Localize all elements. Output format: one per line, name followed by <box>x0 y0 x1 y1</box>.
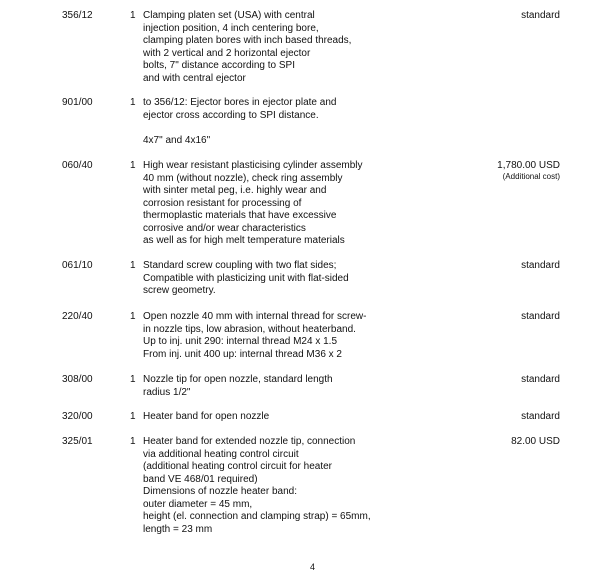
description-spacer <box>143 122 443 135</box>
price-value: standard <box>521 411 560 422</box>
item-description <box>143 97 443 147</box>
item-price <box>521 374 560 385</box>
description-line: 4x7" and 4x16" <box>143 134 211 146</box>
description-line: via additional heating control circuit <box>143 448 299 460</box>
item-price <box>511 436 560 447</box>
price-value: 1,780.00 USD <box>497 160 560 171</box>
item-code: 308/00 <box>62 374 93 385</box>
description-line: Dimensions of nozzle heater band: <box>143 486 297 497</box>
description-line: height (el. connection and clamping strap) = 65mm, <box>143 511 371 522</box>
description-line: Open nozzle 40 mm with internal thread for screw- <box>143 311 367 322</box>
description-line: Up to inj. unit 290: internal thread M24 x 1.5 <box>143 336 338 347</box>
item-code: 325/01 <box>62 436 93 447</box>
description-line: injection position, 4 inch centering bore, <box>143 22 319 34</box>
page-number: 4 <box>310 562 316 572</box>
item-description <box>143 311 443 361</box>
item-price <box>521 10 560 21</box>
description-line: Heater band for extended nozzle tip, connection <box>143 436 356 447</box>
item-price <box>497 160 560 181</box>
item-quantity: 1 <box>130 411 136 422</box>
item-quantity: 1 <box>130 436 136 447</box>
description-line: as well as for high melt temperature materials <box>143 235 345 246</box>
item-description <box>143 436 443 536</box>
price-value: standard <box>521 374 560 385</box>
description-line: with sinter metal peg, i.e. highly wear and <box>143 185 327 196</box>
description-line: Clamping platen set (USA) with central <box>143 10 315 21</box>
description-line: in nozzle tips, low abrasion, without heaterband. <box>143 323 356 335</box>
price-value: standard <box>521 260 560 271</box>
description-line: ejector cross according to SPI distance. <box>143 109 319 121</box>
description-line: screw geometry. <box>143 285 216 296</box>
item-code: 320/00 <box>62 411 93 422</box>
item-quantity: 1 <box>130 160 136 171</box>
item-description <box>143 411 443 424</box>
item-price <box>521 411 560 422</box>
description-line: with 2 vertical and 2 horizontal ejector <box>143 47 311 59</box>
item-price <box>521 260 560 271</box>
item-quantity: 1 <box>130 311 136 322</box>
description-line: Heater band for open nozzle <box>143 411 270 422</box>
description-line: corrosion resistant for processing of <box>143 197 302 209</box>
description-line: Standard screw coupling with two flat sides; <box>143 260 337 271</box>
description-line: band VE 468/01 required) <box>143 473 258 485</box>
item-quantity: 1 <box>130 10 136 21</box>
price-value: standard <box>521 311 560 322</box>
item-quantity: 1 <box>130 374 136 385</box>
item-price <box>521 311 560 322</box>
description-line: 40 mm (without nozzle), check ring assembly <box>143 172 343 184</box>
description-line: length = 23 mm <box>143 523 213 535</box>
item-code: 356/12 <box>62 10 93 21</box>
description-line: outer diameter = 45 mm, <box>143 498 253 510</box>
item-description <box>143 260 443 298</box>
price-note: (Additional cost) <box>502 172 560 181</box>
item-description <box>143 160 443 248</box>
item-description <box>143 374 443 399</box>
item-code: 061/10 <box>62 260 93 271</box>
price-value: standard <box>521 10 560 21</box>
description-line: (additional heating control circuit for heater <box>143 461 332 472</box>
description-line: thermoplastic materials that have excessive <box>143 210 337 221</box>
description-line: corrosive and/or wear characteristics <box>143 222 306 234</box>
description-line: clamping platen bores with inch based threads, <box>143 35 352 46</box>
description-line: to 356/12: Ejector bores in ejector plate and <box>143 97 337 108</box>
description-line: Nozzle tip for open nozzle, standard length <box>143 374 333 385</box>
item-code: 060/40 <box>62 160 93 171</box>
item-code: 220/40 <box>62 311 93 322</box>
item-code: 901/00 <box>62 97 93 108</box>
item-quantity: 1 <box>130 260 136 271</box>
item-description <box>143 10 443 85</box>
item-quantity: 1 <box>130 97 136 108</box>
description-line: bolts, 7" distance according to SPI <box>143 60 295 71</box>
description-line: From inj. unit 400 up: internal thread M36 x 2 <box>143 348 342 360</box>
description-line: Compatible with plasticizing unit with flat-sided <box>143 272 349 284</box>
description-line: and with central ejector <box>143 72 246 84</box>
description-line: radius 1/2" <box>143 386 191 398</box>
description-line: High wear resistant plasticising cylinder assembly <box>143 160 363 171</box>
price-value: 82.00 USD <box>511 436 560 447</box>
